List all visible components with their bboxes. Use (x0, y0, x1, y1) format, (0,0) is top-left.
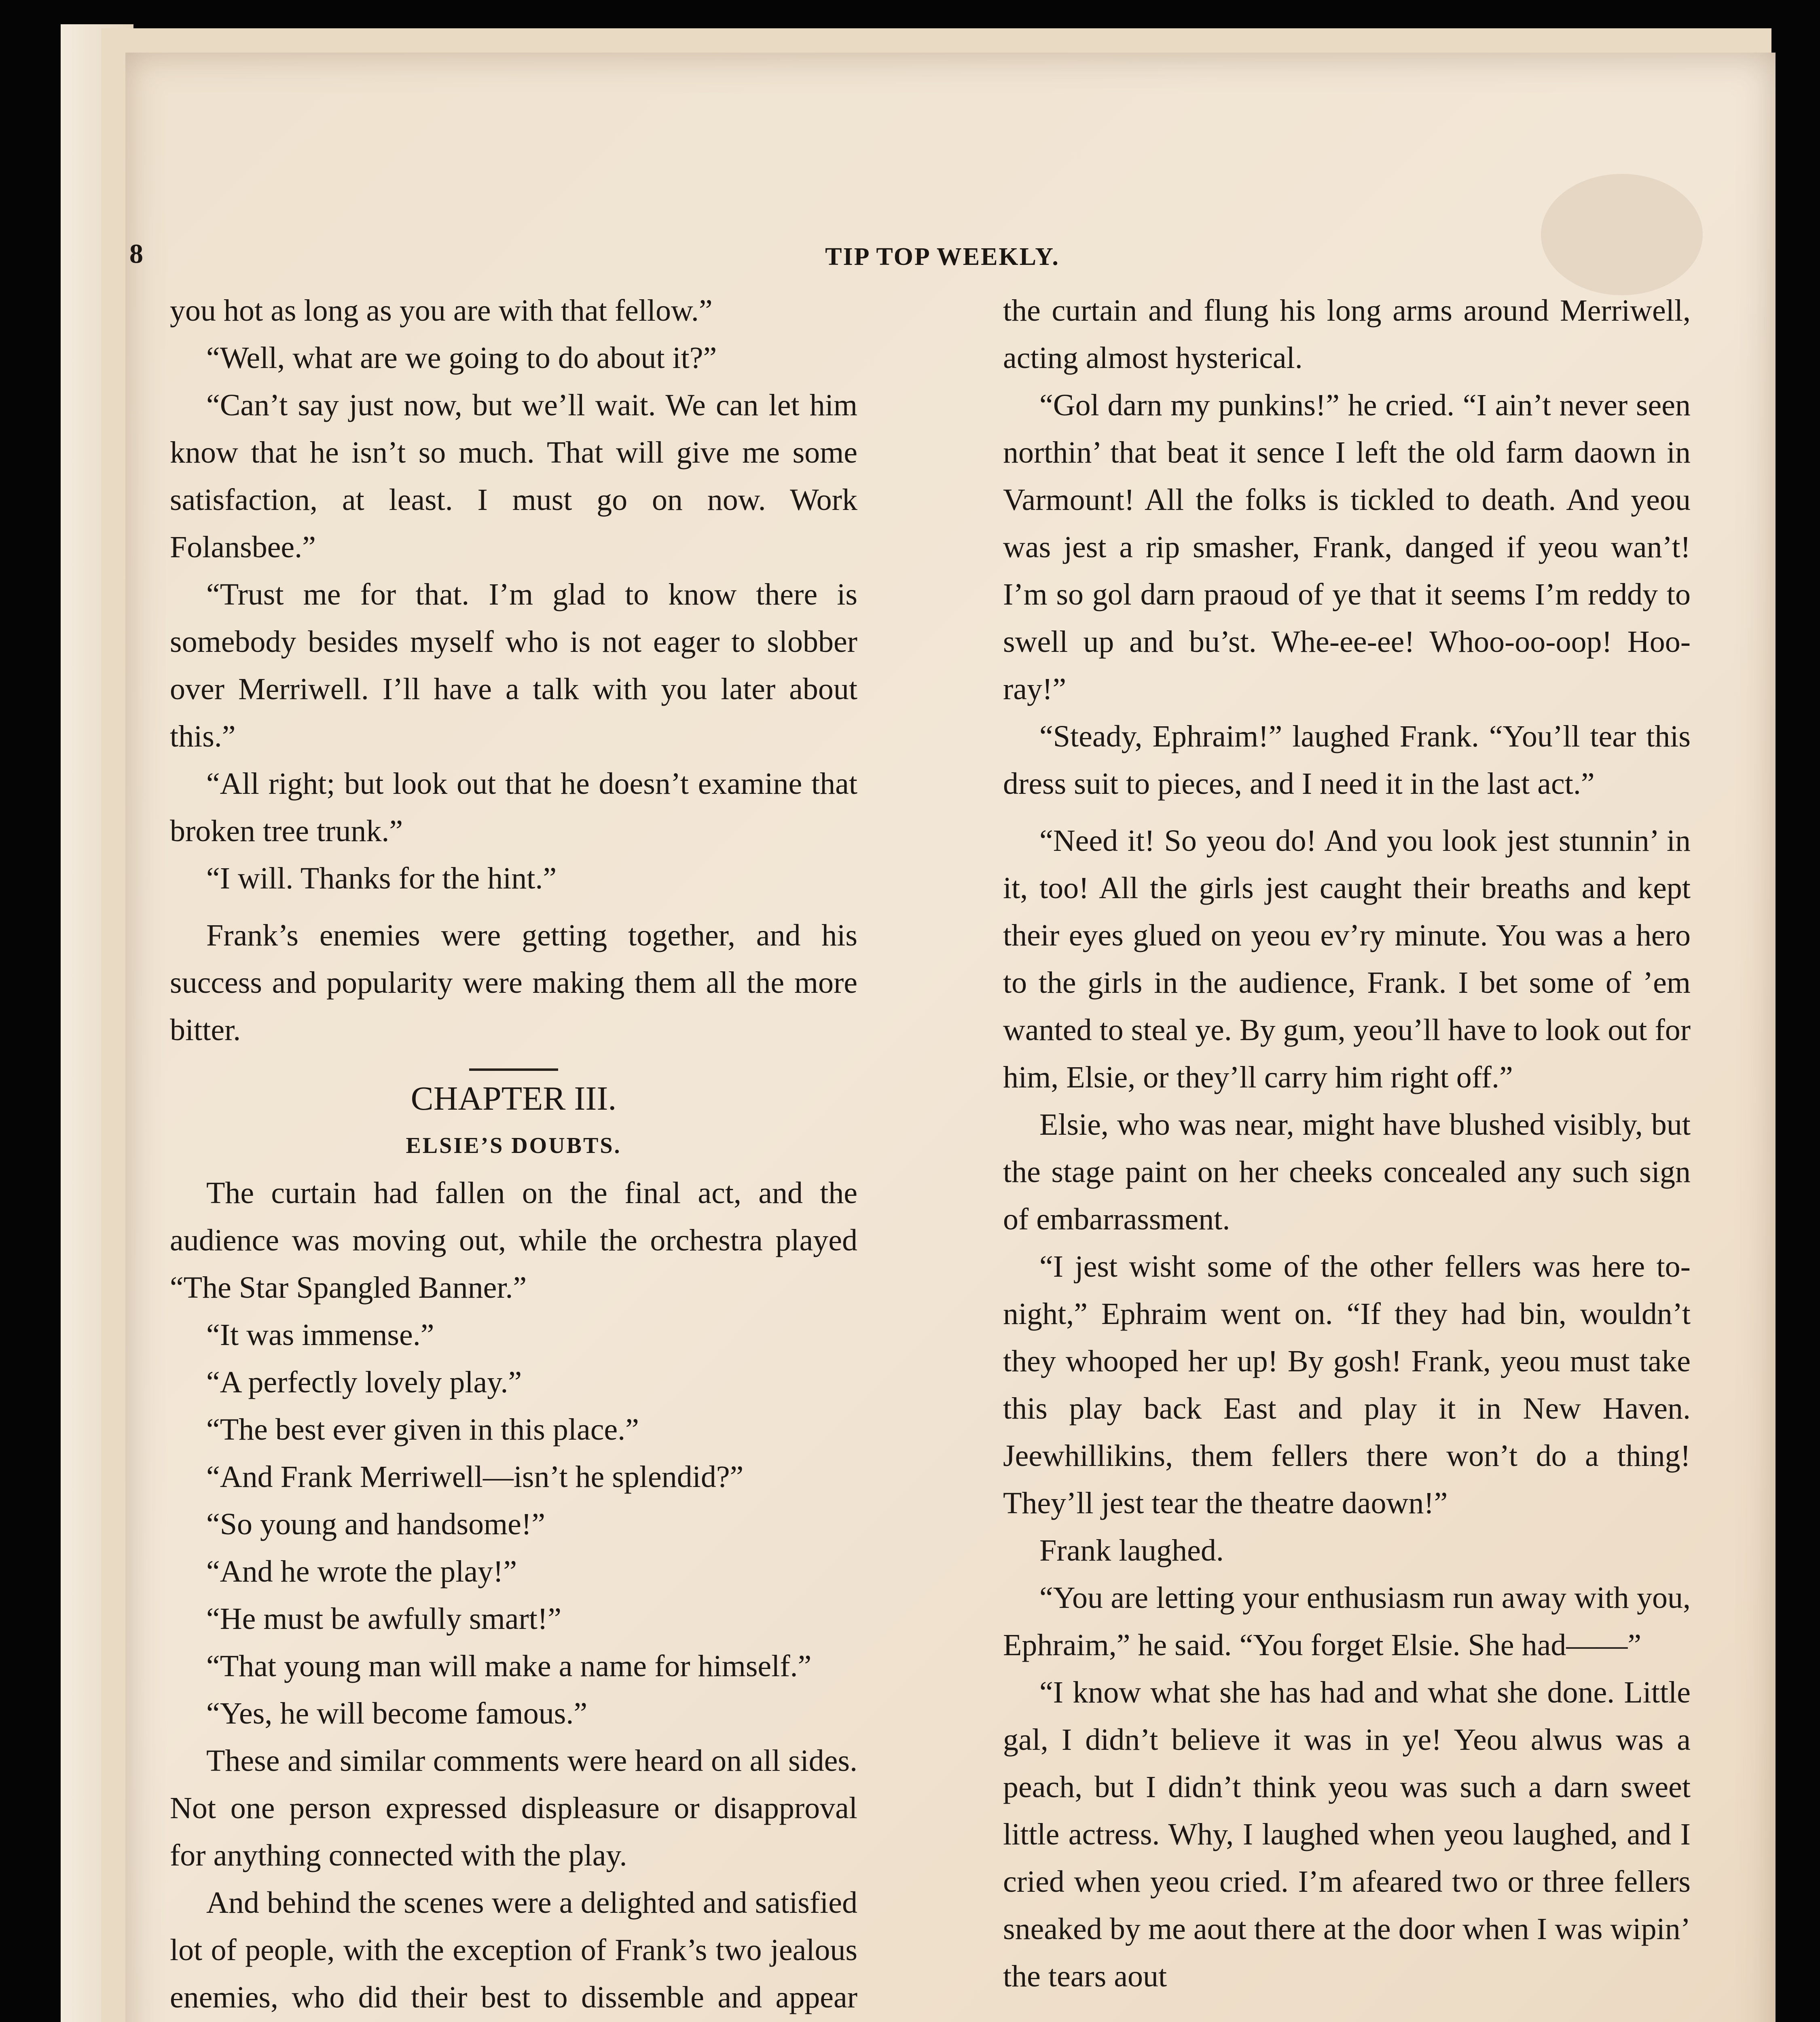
paragraph: And behind the scenes were a delighted and satisfied lot of people, with the exception of Frank’s two jealous enemies, who did their best to dissemble and appear (170, 1886, 857, 2014)
chapter-title: CHAPTER III. (411, 1080, 617, 1117)
paragraph: “All right; but look out that he doesn’t examine that broken tree trunk.” (170, 767, 857, 848)
paragraph: “Trust me for that. I’m glad to know there is somebody besides myself who is not eager to slobber over Merriwell. I’ll have a talk with you later about this.” (170, 577, 857, 753)
paragraph: Frank laughed. (1039, 1533, 1224, 1567)
paragraph: “I will. Thanks for the hint.” (206, 861, 557, 895)
chapter-subtitle: ELSIE’S DOUBTS. (406, 1133, 622, 1158)
paragraph: “I jest wisht some of the other fellers was here to-night,” Ephraim went on. “If they had bin, wouldn’t they whooped her up! By gosh! Frank, yeou must take this play back East and play it in New Haven. Jeewhillikins, them fellers there won’t do a thing! They’ll jest tear the theatre daown!” (1003, 1250, 1691, 1520)
chapter-divider (469, 1068, 558, 1071)
paragraph: “You are letting your enthusiasm run away with you, Ephraim,” he said. “You forget Elsie. She had——” (1003, 1581, 1691, 1662)
paragraph: “So young and handsome!” (206, 1507, 545, 1541)
paragraph: Elsie, who was near, might have blushed visibly, but the stage paint on her cheeks concealed any such sign of embarrassment. (1003, 1108, 1691, 1236)
paragraph: Frank’s enemies were getting together, and his success and popularity were making them all the more bitter. (170, 918, 857, 1047)
paragraph: “Steady, Ephraim!” laughed Frank. “You’ll tear this dress suit to pieces, and I need it in the last act.” (1003, 719, 1691, 801)
paragraph: “He must be awfully smart!” (206, 1602, 561, 1636)
paragraph: These and similar comments were heard on all sides. Not one person expressed displeasure or disapproval for anything connected with the play. (170, 1744, 857, 1872)
paragraph: the curtain and flung his long arms around Merriwell, acting almost hysterical. (1003, 294, 1691, 375)
paragraph: The curtain had fallen on the final act, and the audience was moving out, while the orchestra played “The Star Spangled Banner.” (170, 1176, 857, 1305)
paragraph: “Need it! So yeou do! And you look jest stunnin’ in it, too! All the girls jest caught their breaths and kept their eyes glued on yeou ev’ry minute. You was a hero to the girls in the audience, Frank. I bet some of ’em wanted to steal ye. By gum, yeou’ll have to look out for him, Elsie, or they’ll carry him right off.” (1003, 824, 1691, 1094)
paragraph: “And Frank Merriwell—isn’t he splendid?” (206, 1460, 744, 1494)
paragraph: “Yes, he will become famous.” (206, 1696, 588, 1730)
paragraph: “I know what she has had and what she done. Little gal, I didn’t believe it was in ye! Yeou alwus was a peach, but I didn’t think yeou was such a darn sweet little actress. Why, I laughed when yeou laughed, and I cried when yeou cried. I’m afeared two or three fellers sneaked by me aout there at the door when I was wipin’ the tears aout (1003, 1675, 1691, 1993)
paragraph: “And he wrote the play!” (206, 1555, 517, 1588)
paragraph: “Can’t say just now, but we’ll wait. We can let him know that he isn’t so much. That will give me some satisfaction, at least. I must go on now. Work Folansbee.” (170, 388, 857, 564)
running-title: TIP TOP WEEKLY. (825, 243, 1060, 271)
right-column (1003, 287, 1691, 2022)
paragraph: “It was immense.” (206, 1318, 434, 1352)
page-number: 8 (129, 238, 143, 269)
paragraph: “A perfectly lovely play.” (206, 1365, 522, 1399)
paragraph: “Gol darn my punkins!” he cried. “I ain’t never seen northin’ that beat it sence I left the old farm daown in Varmount! All the folks is tickled to death. And yeou was jest a rip smasher, Frank, danged if yeou wan’t! I’m so gol darn praoud of ye that it seems I’m reddy to swell up and bu’st. Whe-ee-ee! Whoo-oo-oop! Hoo-ray!” (1003, 388, 1691, 706)
paragraph: “That young man will make a name for himself.” (206, 1649, 812, 1683)
paragraph: “The best ever given in this place.” (206, 1413, 639, 1447)
paragraph: you hot as long as you are with that fellow.” (170, 294, 713, 328)
paper-stain (1541, 174, 1703, 295)
page-header (170, 243, 1715, 275)
paragraph: “Well, what are we going to do about it?” (206, 341, 717, 375)
left-column (170, 287, 857, 2022)
